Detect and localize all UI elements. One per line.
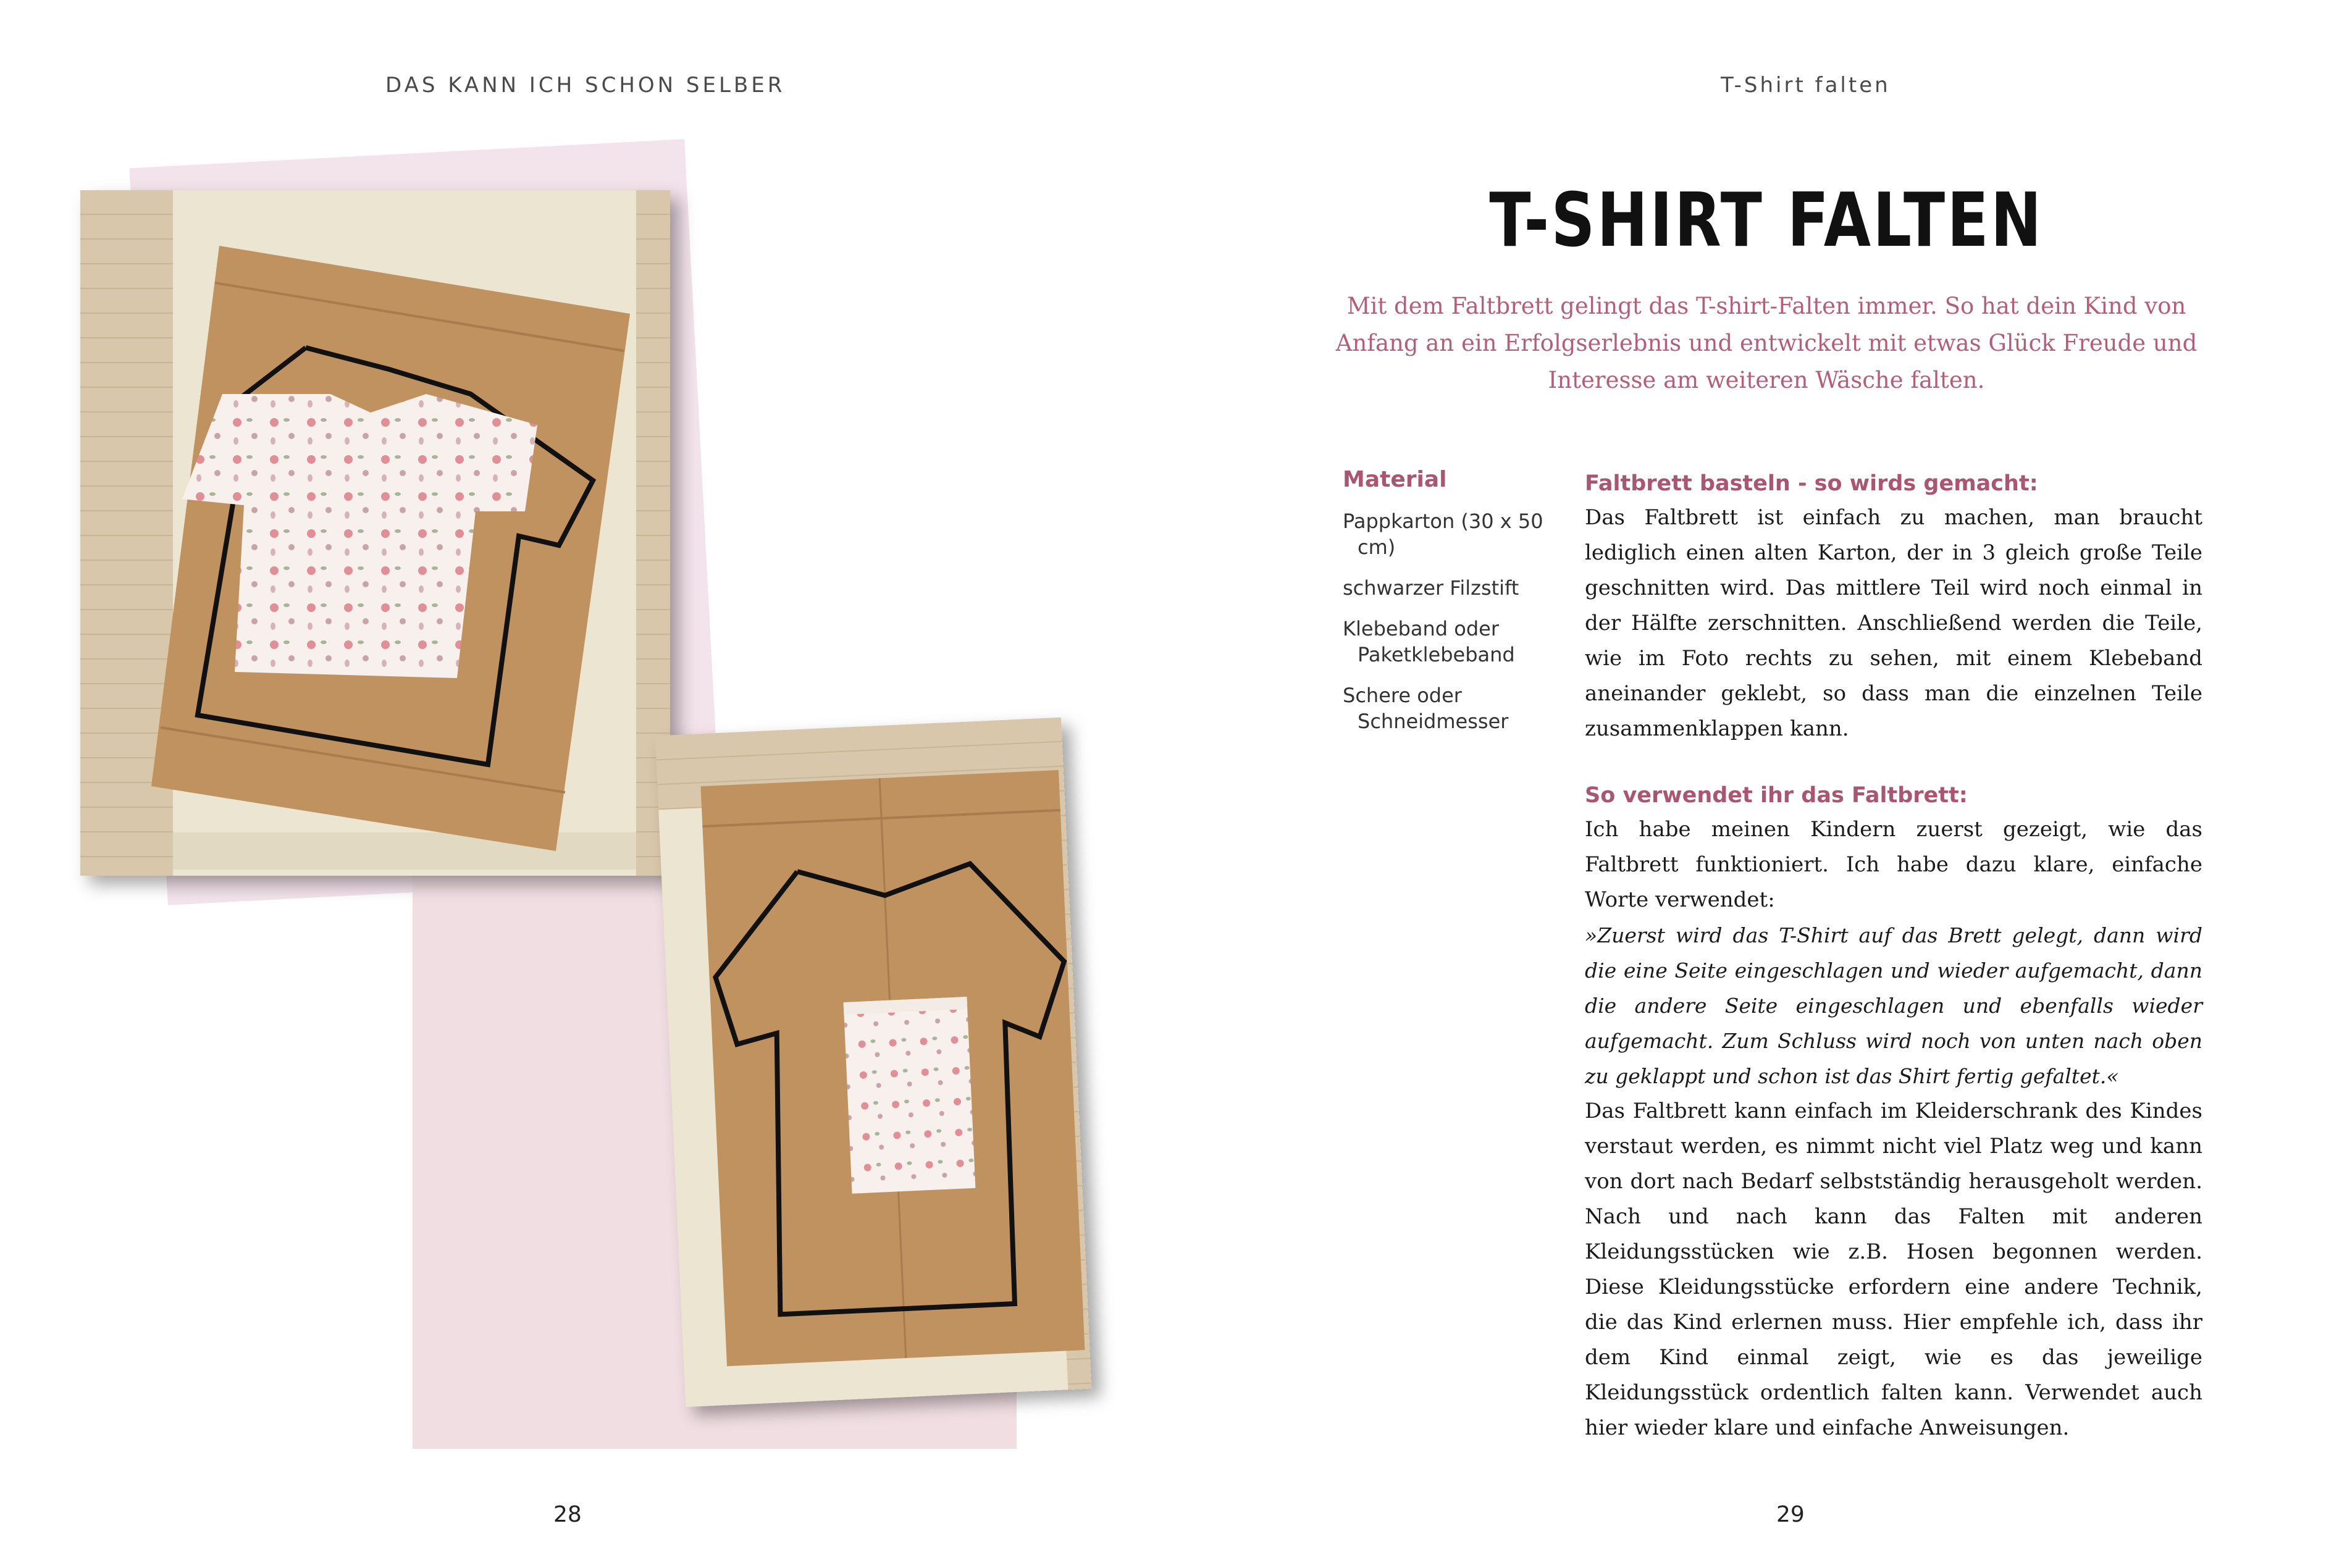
material-heading: Material [1343,467,1447,492]
material-item: Schere oder Schneidmesser [1343,684,1509,733]
material-list [1343,508,1553,734]
intro-paragraph: Mit dem Faltbrett gelingt das T-shirt-Falten immer. So hat dein Kind von Anfang an ein Erfolgserlebnis und entwickelt mit etwas Glück Freude und Interesse am weiteren Wäsche falten. [1335,293,2198,393]
section-use-quote: »Zuerst wird das T-Shirt auf das Brett gelegt, dann wird die eine Seite eingeschlagen und wieder aufgemacht, dann die andere Seite eingeschlagen und ebenfalls wieder aufgemacht. Zum Schluss wird noch von unten nach oben zu geklappt und schon ist das Shirt fertig gefaltet.« [1585,923,2202,1088]
right-running-head: T-Shirt falten [1721,73,1891,98]
photo-tshirt-on-board [80,190,670,876]
section-use-text-1: Ich habe meinen Kindern zuerst gezeigt, wie das Faltbrett funktioniert. Ich habe dazu klare, einfache Worte verwendet: [1585,817,2202,912]
page-number-left: 28 [553,1502,582,1527]
section-heading-build: Faltbrett basteln - so wirds gemacht: [1585,471,2038,496]
page-title: T-SHIRT FALTEN [1489,178,2044,264]
left-running-head: DAS KANN ICH SCHON SELBER [385,73,786,98]
main-text-column [1585,467,2202,1446]
section-use-text-2: Das Faltbrett kann einfach im Kleiderschrank des Kindes verstaut werden, es nimmt nicht viel Platz weg und kann von dort nach Bedarf selbstständig herausgeholt werden. Nach und nach kann das Falten mit anderen Kleidungsstücken wie z.B. Hosen begonnen werden. Diese Kleidungsstücke erfordern eine andere Technik, die das Kind erlernen muss. Hier empfehle ich, dass ihr dem Kind einmal zeigt, wie es das jeweilige Kleidungsstück ordentlich falten kann. Verwendet auch hier wieder klare und einfache Anweisungen. [1585,1099,2202,1440]
material-sidebar [1343,467,1553,749]
material-item: Pappkarton (30 x 50 cm) [1343,509,1543,559]
material-item: Klebeband oder Paketklebeband [1343,617,1515,666]
photo-folded-tshirt [655,718,1092,1407]
material-item: schwarzer Filzstift [1343,576,1519,600]
page-number-right: 29 [1776,1502,1805,1527]
section-heading-use: So verwendet ihr das Faltbrett: [1585,783,1968,808]
section-build-text: Das Faltbrett ist einfach zu machen, man braucht lediglich einen alten Karton, der in 3 gleich große Teile geschnitten wird. Das mittlere Teil wird noch einmal in der Hälfte zerschnitten. Anschließend werden die Teile, wie im Foto rechts zu sehen, mit einem Klebeband aneinander geklebt, so dass man die einzelnen Teile zusammenklappen kann. [1585,505,2202,741]
